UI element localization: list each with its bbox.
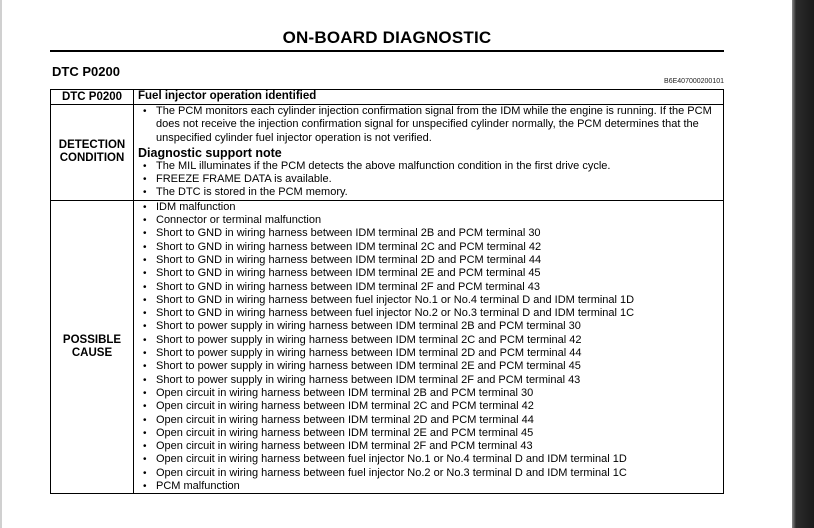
cause-item: • Short to GND in wiring harness between IDM terminal 2F and PCM terminal 43 (156, 281, 719, 294)
page-title: ON-BOARD DIAGNOSTIC (282, 28, 492, 47)
diagnostic-support-heading: Diagnostic support note (138, 145, 282, 160)
possible-cause-content (134, 200, 724, 494)
cause-label-line1: POSSIBLE (62, 334, 122, 347)
cause-item: • Open circuit in wiring harness between fuel injector No.1 or No.4 terminal D and IDM terminal 1D (156, 453, 719, 466)
dtc-section-heading: DTC P0200 (52, 64, 120, 79)
cause-item: • Short to power supply in wiring harness between IDM terminal 2D and PCM terminal 44 (156, 347, 719, 360)
document-code: B6E407000200101 (664, 78, 724, 85)
viewer-scroll-margin (792, 0, 814, 528)
cause-item: • Short to GND in wiring harness between fuel injector No.1 or No.4 terminal D and IDM terminal 1D (156, 294, 719, 307)
detection-label-line2: CONDITION (59, 152, 125, 165)
detection-condition-row (51, 105, 724, 201)
cause-item: • PCM malfunction (156, 480, 719, 493)
page-left-edge (0, 0, 2, 528)
cause-item: • Connector or terminal malfunction (156, 214, 719, 227)
support-note-item: • The DTC is stored in the PCM memory. (156, 186, 719, 199)
cause-item: • Short to power supply in wiring harness between IDM terminal 2E and PCM terminal 45 (156, 360, 719, 373)
cause-item: • Open circuit in wiring harness between IDM terminal 2C and PCM terminal 42 (156, 400, 719, 413)
table-header-row (51, 90, 724, 105)
dtc-description-cell: Fuel injector operation identified (134, 90, 724, 105)
cause-item: • Open circuit in wiring harness between IDM terminal 2B and PCM terminal 30 (156, 387, 719, 400)
detection-item: • The PCM monitors each cylinder injection confirmation signal from the IDM while the engine is running. If the PCM does not receive the injection confirmation signal for unspecified cylinder normally, the PCM determines that the unspecified cylinder fuel injector operation is not verified. (156, 105, 719, 145)
detection-condition-content (134, 105, 724, 201)
cause-list (138, 201, 719, 494)
possible-cause-label (51, 200, 134, 494)
title-divider (50, 50, 724, 52)
support-note-item: • FREEZE FRAME DATA is available. (156, 173, 719, 186)
cause-item: • Short to GND in wiring harness between IDM terminal 2E and PCM terminal 45 (156, 267, 719, 280)
cause-label-line2: CAUSE (71, 347, 113, 360)
dtc-code-cell: DTC P0200 (51, 90, 134, 105)
cause-item: • Short to power supply in wiring harness between IDM terminal 2C and PCM terminal 42 (156, 334, 719, 347)
detection-condition-label (51, 105, 134, 201)
cause-item: • IDM malfunction (156, 201, 719, 214)
cause-item: • Open circuit in wiring harness between fuel injector No.2 or No.3 terminal D and IDM terminal 1C (156, 467, 719, 480)
cause-item: • Open circuit in wiring harness between IDM terminal 2D and PCM terminal 44 (156, 414, 719, 427)
possible-cause-row (51, 200, 724, 494)
cause-item: • Short to power supply in wiring harness between IDM terminal 2F and PCM terminal 43 (156, 374, 719, 387)
cause-item: • Open circuit in wiring harness between IDM terminal 2F and PCM terminal 43 (156, 440, 719, 453)
support-note-list (138, 160, 719, 200)
detection-label-line1: DETECTION (58, 139, 126, 152)
cause-item: • Short to GND in wiring harness between fuel injector No.2 or No.3 terminal D and IDM terminal 1C (156, 307, 719, 320)
cause-item: • Open circuit in wiring harness between IDM terminal 2E and PCM terminal 45 (156, 427, 719, 440)
dtc-table (50, 89, 724, 494)
cause-item: • Short to GND in wiring harness between IDM terminal 2D and PCM terminal 44 (156, 254, 719, 267)
cause-item: • Short to GND in wiring harness between IDM terminal 2B and PCM terminal 30 (156, 227, 719, 240)
cause-item: • Short to power supply in wiring harness between IDM terminal 2B and PCM terminal 30 (156, 320, 719, 333)
support-note-item: • The MIL illuminates if the PCM detects the above malfunction condition in the first drive cycle. (156, 160, 719, 173)
cause-item: • Short to GND in wiring harness between IDM terminal 2C and PCM terminal 42 (156, 241, 719, 254)
detection-list (138, 105, 719, 145)
